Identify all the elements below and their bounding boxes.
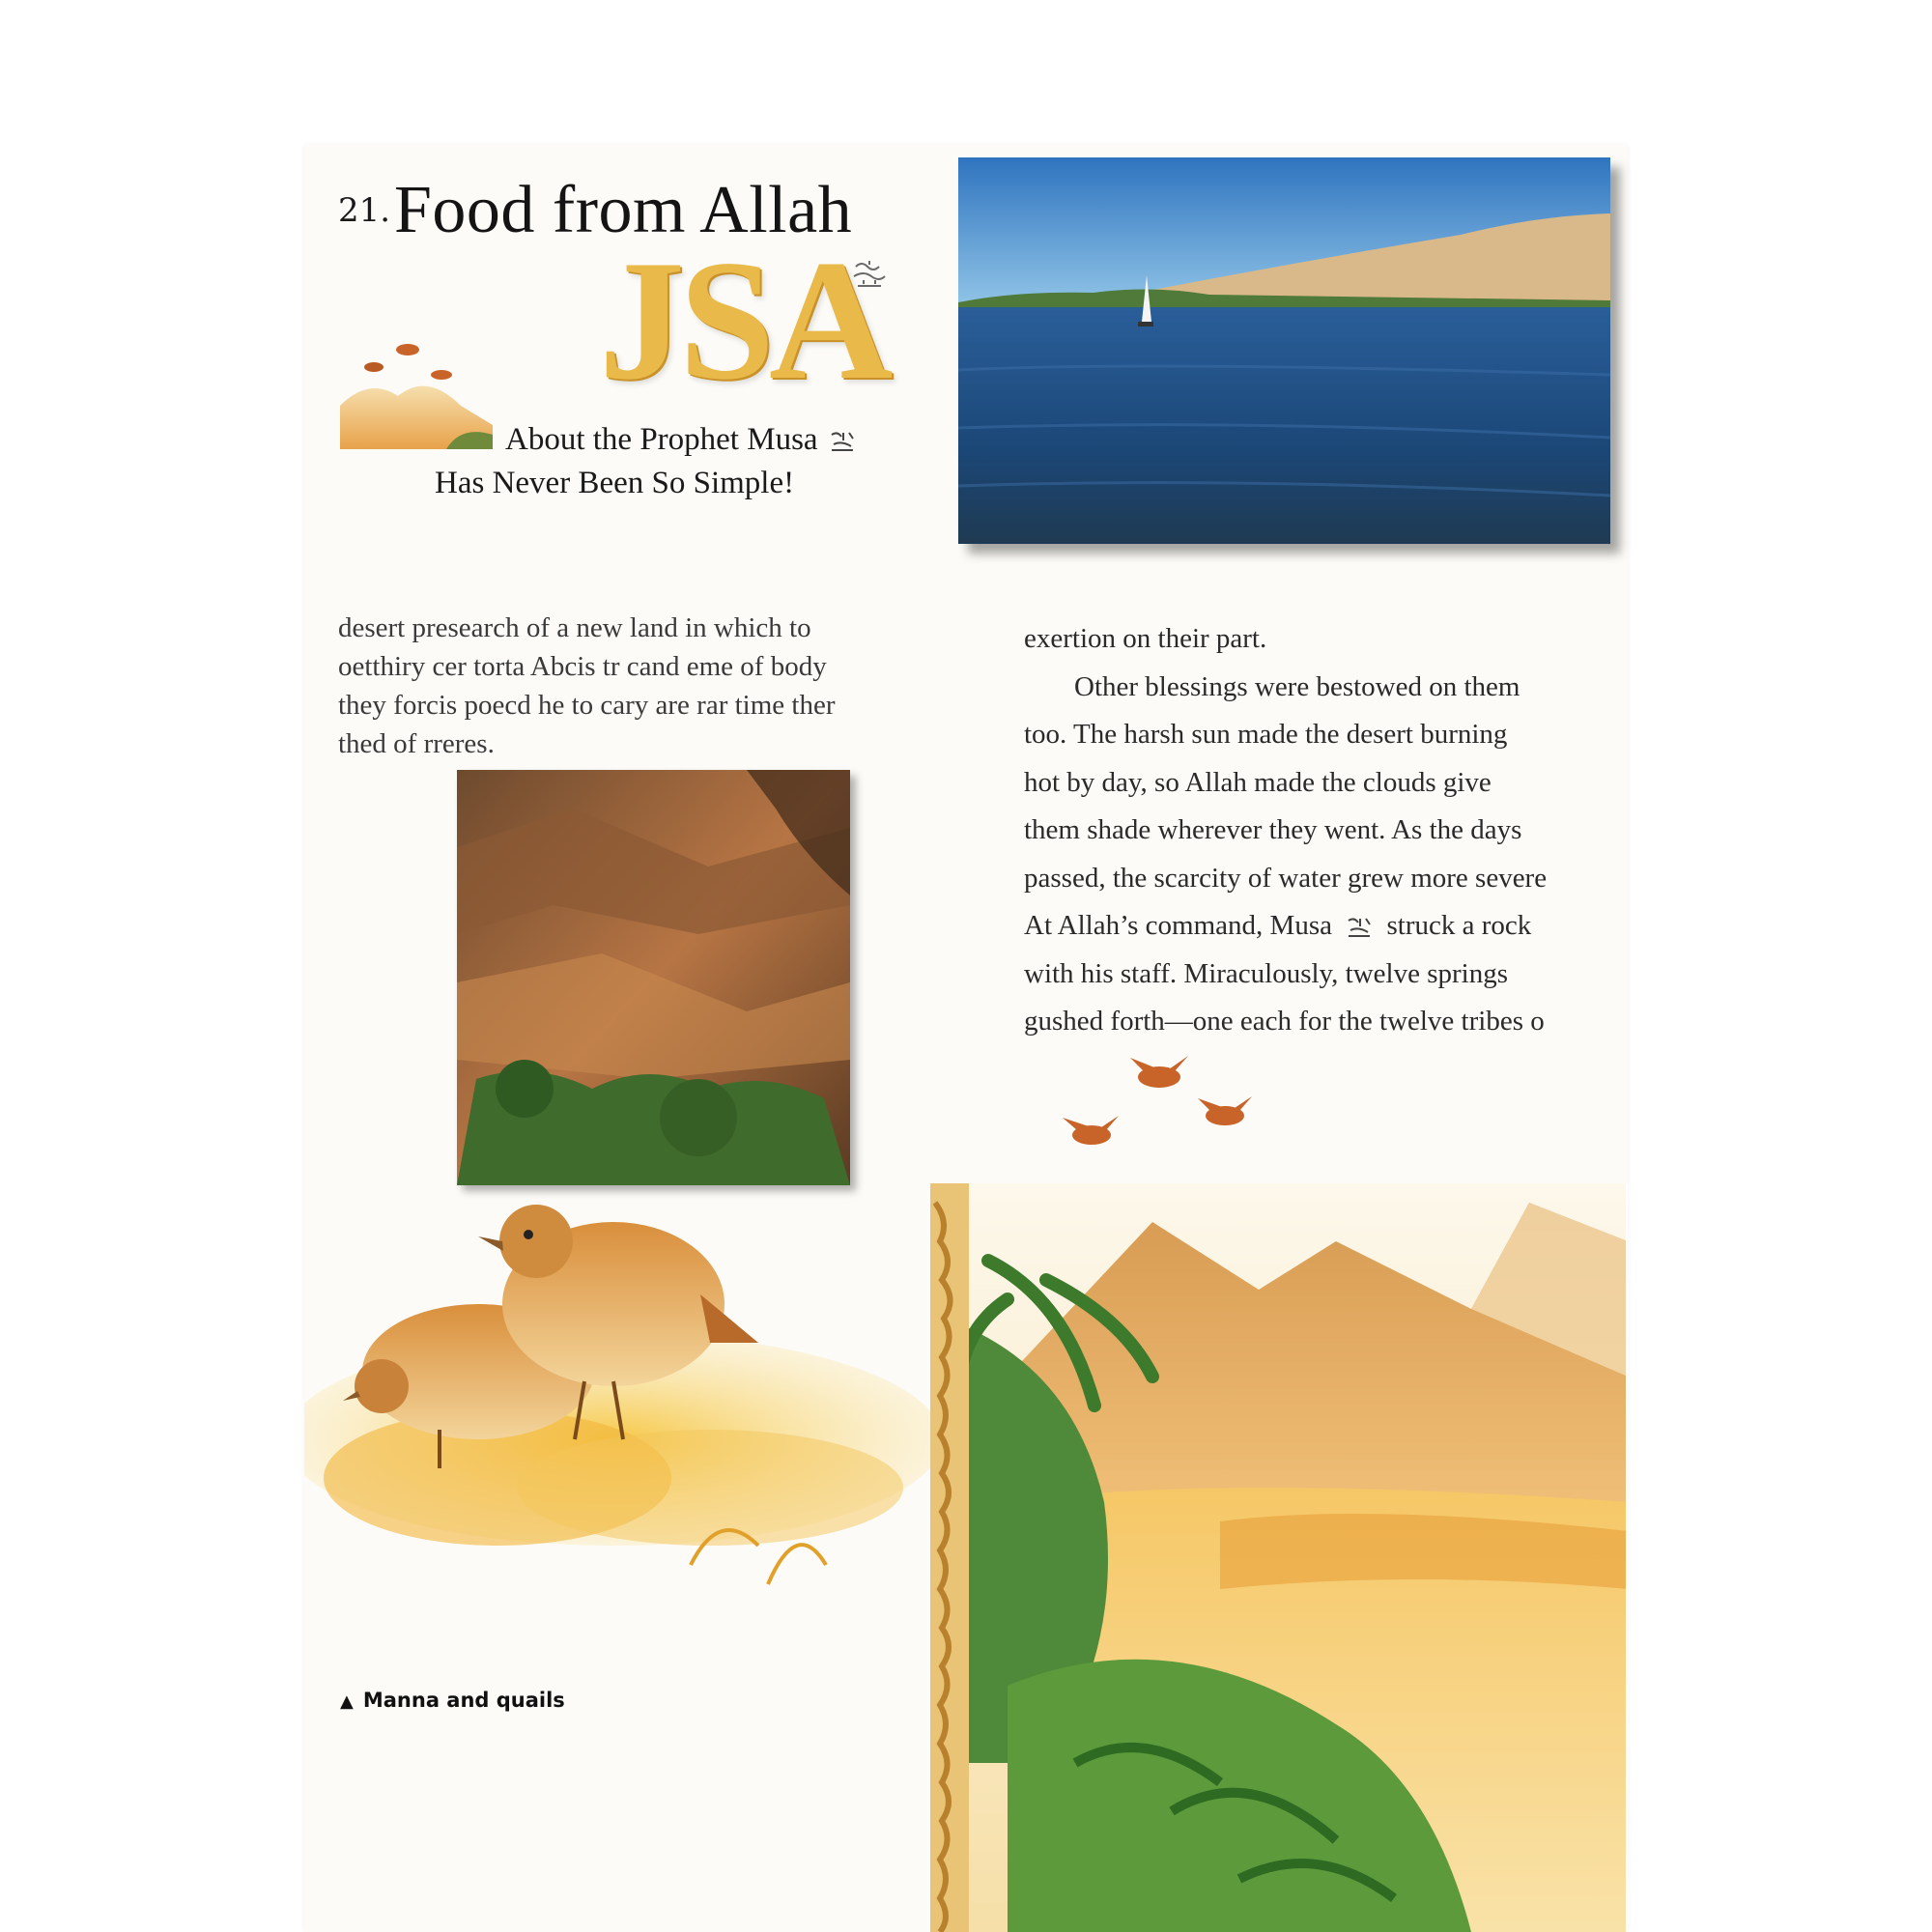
series-logo: JSA [599, 224, 888, 415]
arabic-honorific-icon [828, 429, 857, 454]
text-line: them shade wherever they went. As the days [1024, 814, 1522, 845]
text-line [1024, 902, 1642, 951]
text-line: hot by day, so Allah made the clouds give [1024, 766, 1492, 798]
flying-quails-illustration [1053, 1048, 1285, 1164]
text-line: Other blessings were bestowed on them [1074, 670, 1520, 702]
text-line: exertion on their part. [1024, 623, 1267, 654]
left-column-text [338, 609, 956, 763]
arabic-seal-icon [850, 259, 889, 292]
text-line: passed, the scarcity of water grew more severe [1024, 862, 1548, 894]
chapter-number: 21. [338, 191, 391, 230]
chapter-title: Food from Allah [394, 173, 853, 247]
text-fragment: struck a rock [1386, 910, 1532, 941]
figure-caption [340, 1689, 565, 1712]
caption-triangle-icon: ▲ [340, 1691, 354, 1712]
river-photo [958, 157, 1610, 544]
text-line: thed of rreres. [338, 728, 495, 759]
text-line: gushed forth—one each for the twelve tribes o [1024, 1006, 1545, 1037]
quails-illustration [304, 1198, 932, 1681]
rocky-mountain-photo [457, 770, 850, 1185]
text-line: oetthiry cer torta Abcis tr cand eme of body [338, 651, 827, 682]
text-line: with his staff. Miraculously, twelve springs [1024, 957, 1509, 989]
birds-over-hills-illustration [340, 338, 493, 449]
arabic-honorific-icon [1345, 915, 1374, 940]
text-line: they forcis poecd he to cary are rar time ther [338, 690, 836, 721]
tagline-text-1: About the Prophet Musa [505, 422, 818, 457]
caption-text: Manna and quails [362, 1689, 565, 1712]
oasis-landscape-illustration [930, 1183, 1628, 1932]
text-line: too. The harsh sun made the desert burning [1024, 719, 1508, 750]
text-line: desert presearch of a new land in which to [338, 612, 811, 643]
right-column-text [1024, 615, 1642, 1046]
tagline-line-1 [505, 422, 857, 458]
tagline-line-2: Has Never Been So Simple! [435, 466, 795, 500]
text-fragment: At Allah’s command, Musa [1024, 910, 1332, 941]
